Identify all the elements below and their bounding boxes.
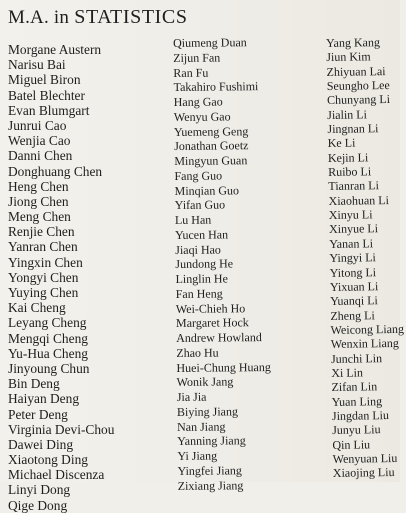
graduate-name: Jingnan Li [327, 121, 379, 137]
graduate-name: Kejin Li [327, 150, 369, 165]
graduate-name: Jiun Kim [326, 49, 371, 65]
graduate-name: Donghuang Chen [8, 163, 103, 179]
graduate-name: Yitong Li [329, 264, 377, 280]
graduate-name: Yuan Ling [331, 393, 383, 409]
graduate-name: Evan Blumgart [8, 102, 90, 118]
graduate-name: Junchi Lin [330, 350, 383, 366]
graduate-name: Lu Han [174, 212, 212, 227]
graduate-name: Leyang Cheng [8, 315, 87, 331]
graduate-name: Wenjia Cao [8, 133, 71, 149]
graduate-list-column-2 [173, 35, 272, 493]
graduate-name: Meng Chen [8, 209, 71, 225]
graduate-name: Zhiyuan Lai [326, 63, 386, 79]
graduate-name: Batel Blechter [8, 87, 85, 103]
graduate-name: Wei-Chieh Ho [175, 300, 246, 316]
graduate-name: Michael Discenza [8, 467, 105, 483]
graduate-name: Zheng Li [330, 307, 375, 323]
graduate-name: Yanan Li [329, 236, 374, 251]
graduate-name: Yixuan Li [329, 279, 379, 294]
graduate-name: Virginia Devi-Chou [8, 421, 115, 437]
graduate-name: Bin Deng [8, 376, 60, 392]
graduate-name: Minqian Guo [174, 182, 240, 198]
graduate-name: Yang Kang [326, 35, 381, 50]
graduate-name: Junyu Liu [332, 422, 381, 438]
graduate-list-column-1 [8, 42, 114, 513]
graduate-name: Jialin Li [327, 107, 368, 122]
graduate-name: Ran Fu [173, 65, 209, 80]
graduate-name: Wenyuan Liu [332, 450, 398, 466]
graduate-name: Danni Chen [8, 148, 73, 164]
graduate-name: Yingfei Jiang [177, 463, 242, 478]
graduate-name: Yingxin Chen [8, 254, 83, 270]
graduate-name: Yanran Chen [8, 239, 78, 255]
graduate-name: Heng Chen [8, 178, 69, 194]
graduate-name: Yuanqi Li [330, 293, 378, 309]
graduate-name: Fan Heng [175, 286, 223, 301]
graduate-name: Kai Cheng [8, 300, 66, 316]
graduate-name: Jundong He [175, 256, 234, 272]
graduate-name: Qige Dong [8, 497, 68, 513]
graduate-name: Mengqi Cheng [8, 330, 88, 346]
graduate-name: Zixiang Jiang [177, 477, 244, 493]
graduate-name: Yi Jiang [177, 448, 218, 463]
graduate-name: Fang Guo [174, 168, 223, 183]
graduate-name: Chunyang Li [326, 92, 391, 108]
graduate-name: Xinyu Li [328, 207, 373, 223]
graduate-name: Andrew Howland [176, 330, 262, 345]
graduate-name: Xiaotong Ding [8, 452, 88, 468]
graduate-name: Jia Jia [176, 389, 207, 404]
graduate-name: Miguel Biron [8, 72, 81, 88]
graduate-name: Wonik Jang [176, 374, 234, 390]
graduate-name: Yuemeng Geng [173, 123, 249, 139]
graduate-name: Junrui Cao [8, 117, 67, 133]
graduate-name: Takahiro Fushimi [173, 79, 259, 95]
graduate-name: Biying Jiang [176, 404, 239, 419]
graduate-name: Linglin He [175, 271, 228, 286]
graduate-name: Tianran Li [328, 178, 380, 194]
graduate-name: Wenxin Liang [330, 336, 399, 352]
page-title [8, 4, 188, 31]
graduate-list-column-3 [326, 35, 406, 481]
graduate-name: Peter Deng [8, 406, 68, 422]
graduate-name: Huei-Chung Huang [176, 359, 271, 375]
graduate-name: Xi Lin [331, 365, 364, 380]
graduate-name: Jiong Chen [8, 193, 69, 209]
graduate-name: Jonathan Goetz [174, 138, 249, 154]
graduate-name: Hang Gao [173, 94, 223, 109]
graduate-name: Nan Jiang [177, 418, 226, 434]
graduate-name: Yu-Hua Cheng [8, 345, 88, 361]
graduate-name: Yifan Guo [174, 197, 226, 213]
graduate-name: Yingyi Li [329, 250, 376, 266]
graduate-name: Wenyu Gao [173, 109, 231, 124]
graduate-name: Xiaohuan Li [328, 192, 390, 208]
graduate-name: Renjie Chen [8, 224, 75, 240]
graduate-name: Seungho Lee [326, 78, 390, 94]
graduate-name: Xinyue Li [328, 221, 379, 237]
graduate-name: Ke Li [327, 135, 356, 151]
title-subject: STATISTICS [74, 6, 188, 28]
graduate-name: Weicong Liang [330, 321, 405, 337]
graduate-name: Qin Liu [332, 436, 371, 452]
graduate-name: Mingyun Guan [174, 153, 248, 168]
graduate-name: Yucen Han [175, 227, 229, 242]
graduate-name: Yuying Chen [8, 285, 79, 300]
graduate-name: Haiyan Deng [8, 391, 80, 407]
graduate-name: Zijun Fan [173, 50, 221, 65]
graduate-name: Narisu Bai [8, 57, 66, 73]
graduate-name: Qiumeng Duan [173, 35, 247, 50]
graduate-name: Yanning Jiang [177, 433, 246, 449]
graduate-name: Jinyoung Chun [8, 360, 90, 376]
graduate-name: Zhao Hu [176, 345, 219, 360]
graduate-name: Yongyi Chen [8, 269, 79, 285]
graduate-name: Dawei Ding [8, 436, 74, 452]
graduate-name: Linyi Dong [8, 482, 71, 498]
title-degree: M.A. in [8, 7, 70, 28]
graduate-name: Jingdan Liu [331, 407, 390, 423]
graduate-name: Jiaqi Hao [175, 242, 221, 257]
graduate-name: Xiaojing Liu [332, 465, 395, 481]
graduate-name: Margaret Hock [175, 315, 249, 331]
graduate-name: Zifan Lin [331, 379, 378, 395]
graduate-name: Ruibo Li [328, 164, 372, 180]
graduate-name: Morgane Austern [8, 42, 102, 57]
